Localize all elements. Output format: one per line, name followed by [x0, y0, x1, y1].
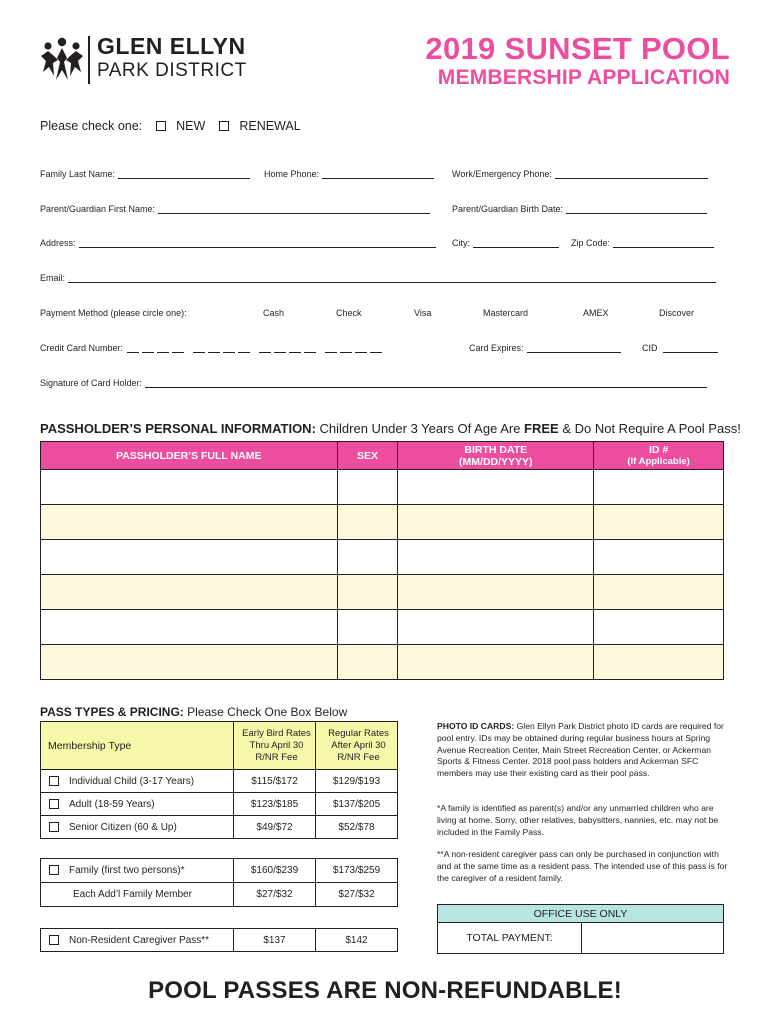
sex-cell[interactable] — [337, 575, 398, 610]
pricing-heading — [40, 705, 347, 719]
id-cell[interactable] — [594, 505, 724, 540]
work-phone-line[interactable] — [555, 170, 708, 179]
addl-member-label: Each Add’l Family Member — [41, 883, 234, 907]
signature-field[interactable] — [40, 378, 707, 388]
caregiver-label: Non-Resident Caregiver Pass** — [69, 934, 210, 946]
email-label: Email: — [40, 273, 66, 283]
payment-discover[interactable]: Discover — [659, 308, 695, 318]
family-last-name-line[interactable] — [118, 170, 250, 179]
senior-label: Senior Citizen (60 & Up) — [69, 821, 177, 833]
cc-digit[interactable] — [325, 344, 337, 353]
family-note: *A family is identified as parent(s) and/or any unmarried children who are living at home. Sorry, other relatives, babysitters, nannies, etc. may not be included in the Family Pass. — [437, 803, 719, 837]
birth-cell[interactable] — [398, 540, 594, 575]
card-expires-line[interactable] — [527, 344, 621, 353]
parent-birth-date-field[interactable] — [452, 204, 707, 214]
payment-mastercard[interactable]: Mastercard — [483, 308, 529, 318]
credit-card-label: Credit Card Number: — [40, 343, 124, 353]
pricing-heading-bold: PASS TYPES & PRICING: — [40, 705, 184, 719]
caregiver-early-price: $137 — [234, 929, 316, 952]
birth-cell[interactable] — [398, 505, 594, 540]
id-cell[interactable] — [594, 575, 724, 610]
address-field[interactable] — [40, 238, 436, 248]
adult-label: Adult (18-59 Years) — [69, 798, 155, 810]
payment-amex[interactable]: AMEX — [583, 308, 609, 318]
zip-label: Zip Code: — [571, 238, 611, 248]
passholder-row — [41, 540, 724, 575]
cc-digit[interactable] — [193, 344, 205, 353]
id-cell[interactable] — [594, 540, 724, 575]
pricing-row-senior — [41, 816, 398, 839]
address-label: Address: — [40, 238, 76, 248]
col-full-name: PASSHOLDER’S FULL NAME — [41, 442, 338, 470]
name-cell[interactable] — [41, 575, 338, 610]
option-adult[interactable] — [41, 793, 234, 816]
pricing-row-child — [41, 770, 398, 793]
col-id — [594, 442, 724, 470]
payment-cash[interactable]: Cash — [263, 308, 285, 318]
birth-cell[interactable] — [398, 470, 594, 505]
logo-divider — [88, 36, 90, 84]
cc-digit[interactable] — [289, 344, 301, 353]
total-payment-box[interactable] — [582, 923, 724, 954]
cc-digit[interactable] — [208, 344, 220, 353]
senior-regular-price: $52/$78 — [316, 816, 398, 839]
cc-digit[interactable] — [304, 344, 316, 353]
sex-cell[interactable] — [337, 610, 398, 645]
adult-checkbox[interactable] — [49, 799, 59, 809]
id-cell[interactable] — [594, 610, 724, 645]
payment-visa[interactable]: Visa — [414, 308, 432, 318]
credit-card-field[interactable] — [40, 343, 382, 353]
sex-cell[interactable] — [337, 540, 398, 575]
cid-line[interactable] — [663, 344, 718, 353]
option-caregiver[interactable] — [41, 929, 234, 952]
col-regular — [316, 722, 398, 770]
col-sex: SEX — [337, 442, 398, 470]
option-senior[interactable] — [41, 816, 234, 839]
sex-cell[interactable] — [337, 470, 398, 505]
address-line[interactable] — [79, 239, 436, 248]
col-id-label: ID # — [648, 443, 669, 456]
id-cell[interactable] — [594, 645, 724, 680]
new-label: NEW — [176, 119, 206, 133]
cid-field[interactable] — [642, 343, 718, 353]
passholder-heading — [40, 421, 741, 436]
child-early-price: $115/$172 — [234, 770, 316, 793]
work-phone-field[interactable] — [452, 169, 708, 179]
col-birth-date-label: BIRTH DATE — [464, 443, 528, 456]
cc-digit[interactable] — [340, 344, 352, 353]
child-checkbox[interactable] — [49, 776, 59, 786]
cc-digit[interactable] — [259, 344, 271, 353]
family-checkbox[interactable] — [49, 865, 59, 875]
pricing-table — [40, 721, 398, 839]
email-line[interactable] — [68, 274, 716, 283]
passholder-table — [40, 441, 724, 680]
regular-line2: After April 30 — [331, 739, 386, 751]
child-regular-price: $129/$193 — [316, 770, 398, 793]
org-name: GLEN ELLYN — [97, 33, 246, 59]
birth-cell[interactable] — [398, 645, 594, 680]
check-one-row — [40, 119, 301, 133]
pricing-row-addl — [41, 883, 398, 907]
cid-label: CID — [642, 343, 658, 353]
figures-logo-icon — [40, 36, 84, 86]
family-label: Family (first two persons)* — [69, 865, 185, 876]
org-subname: PARK DISTRICT — [97, 60, 247, 81]
col-birth-date — [398, 442, 594, 470]
passholder-heading-bold: PASSHOLDER’S PERSONAL INFORMATION: — [40, 421, 316, 436]
pricing-row-caregiver — [41, 929, 398, 952]
cc-digit[interactable] — [355, 344, 367, 353]
early-bird-line2: Thru April 30 — [249, 739, 304, 751]
parent-first-name-line[interactable] — [158, 205, 430, 214]
city-label: City: — [452, 238, 470, 248]
adult-regular-price: $137/$205 — [316, 793, 398, 816]
family-last-name-field[interactable] — [40, 169, 250, 179]
work-phone-label: Work/Emergency Phone: — [452, 169, 552, 179]
birth-cell[interactable] — [398, 610, 594, 645]
option-child[interactable] — [41, 770, 234, 793]
passholder-heading-post: & Do Not Require A Pool Pass! — [558, 421, 741, 436]
signature-line[interactable] — [145, 379, 707, 388]
renewal-checkbox[interactable] — [219, 121, 229, 131]
pricing-row-family — [41, 859, 398, 883]
city-field[interactable] — [452, 238, 559, 248]
family-regular-price: $173/$259 — [316, 859, 398, 883]
zip-line[interactable] — [613, 239, 714, 248]
non-refundable-notice: POOL PASSES ARE NON-REFUNDABLE! — [148, 977, 622, 1004]
renewal-label: RENEWAL — [239, 119, 301, 133]
name-cell[interactable] — [41, 645, 338, 680]
caregiver-pricing-table — [40, 928, 398, 952]
cc-digit[interactable] — [274, 344, 286, 353]
cc-digit[interactable] — [157, 344, 169, 353]
cc-digit[interactable] — [238, 344, 250, 353]
cc-digit[interactable] — [127, 344, 139, 353]
passholder-heading-free: FREE — [524, 421, 559, 436]
col-membership-type: Membership Type — [41, 722, 234, 770]
name-cell[interactable] — [41, 610, 338, 645]
cc-digit[interactable] — [223, 344, 235, 353]
addl-regular-price: $27/$32 — [316, 883, 398, 907]
pricing-row-adult — [41, 793, 398, 816]
early-bird-line1: Early Bird Rates — [242, 727, 311, 739]
city-line[interactable] — [473, 239, 559, 248]
passholder-heading-pre: Children Under 3 Years Of Age Are — [319, 421, 525, 436]
family-last-name-label: Family Last Name: — [40, 169, 116, 179]
col-id-sub: (If Applicable) — [627, 455, 690, 467]
cc-digit[interactable] — [370, 344, 382, 353]
passholder-row — [41, 470, 724, 505]
passholder-row — [41, 645, 724, 680]
caregiver-note: **A non-resident caregiver pass can only be purchased in conjunction with and at the same time as a resident pass. The intended use of this pass is for the caregiver of a resident family. — [437, 849, 728, 883]
cc-digit[interactable] — [142, 344, 154, 353]
name-cell[interactable] — [41, 470, 338, 505]
child-label: Individual Child (3-17 Years) — [69, 775, 195, 787]
senior-early-price: $49/$72 — [234, 816, 316, 839]
home-phone-field[interactable] — [264, 169, 434, 179]
pricing-header-row — [41, 722, 398, 770]
passholder-row — [41, 575, 724, 610]
name-cell[interactable] — [41, 505, 338, 540]
family-pricing-table — [40, 858, 398, 907]
card-expires-field[interactable] — [469, 343, 621, 353]
payment-method-label: Payment Method (please circle one): — [40, 308, 187, 318]
payment-check[interactable]: Check — [336, 308, 362, 318]
pricing-heading-rest: Please Check One Box Below — [187, 705, 348, 719]
id-cell[interactable] — [594, 470, 724, 505]
office-use-title: OFFICE USE ONLY — [438, 905, 724, 923]
parent-first-name-field[interactable] — [40, 204, 430, 214]
name-cell[interactable] — [41, 540, 338, 575]
caregiver-checkbox[interactable] — [49, 935, 59, 945]
early-bird-line3: R/NR Fee — [255, 751, 298, 763]
addl-early-price: $27/$32 — [234, 883, 316, 907]
cc-digit[interactable] — [172, 344, 184, 353]
senior-checkbox[interactable] — [49, 822, 59, 832]
form-title: 2019 SUNSET POOL — [425, 31, 730, 66]
zip-field[interactable] — [571, 238, 714, 248]
office-use-table — [437, 904, 724, 954]
form-subtitle: MEMBERSHIP APPLICATION — [437, 66, 730, 89]
col-birth-date-sub: (MM/DD/YYYY) — [459, 455, 533, 468]
regular-line1: Regular Rates — [328, 727, 389, 739]
parent-birth-date-label: Parent/Guardian Birth Date: — [452, 204, 564, 214]
passholder-row — [41, 505, 724, 540]
birth-cell[interactable] — [398, 575, 594, 610]
email-field[interactable] — [40, 273, 716, 283]
caregiver-regular-price: $142 — [316, 929, 398, 952]
regular-line3: R/NR Fee — [337, 751, 380, 763]
sex-cell[interactable] — [337, 505, 398, 540]
adult-early-price: $123/$185 — [234, 793, 316, 816]
total-payment-label: TOTAL PAYMENT: — [438, 923, 582, 954]
parent-first-name-label: Parent/Guardian First Name: — [40, 204, 156, 214]
sex-cell[interactable] — [337, 645, 398, 680]
home-phone-line[interactable] — [322, 170, 434, 179]
col-early-bird — [234, 722, 316, 770]
new-checkbox[interactable] — [156, 121, 166, 131]
passholder-header-row — [41, 442, 724, 470]
photo-id-note — [437, 721, 729, 780]
family-early-price: $160/$239 — [234, 859, 316, 883]
check-one-label: Please check one: — [40, 119, 143, 133]
home-phone-label: Home Phone: — [264, 169, 320, 179]
parent-birth-date-line[interactable] — [566, 205, 707, 214]
passholder-row — [41, 610, 724, 645]
option-family[interactable] — [41, 859, 234, 883]
photo-id-note-text: Glen Ellyn Park District photo ID cards are required for pool entry. IDs may be obtained during regular business hours at Spring Avenue Recreation Center, Main Street Recreation Center, or Ackerman Sports & Fitness Center. 2018 pool pass holders and Ackerman SFC members may use their existing card as their pool pass. — [437, 721, 724, 779]
signature-label: Signature of Card Holder: — [40, 378, 143, 388]
card-expires-label: Card Expires: — [469, 343, 524, 353]
photo-id-note-title: PHOTO ID CARDS: — [437, 721, 515, 731]
